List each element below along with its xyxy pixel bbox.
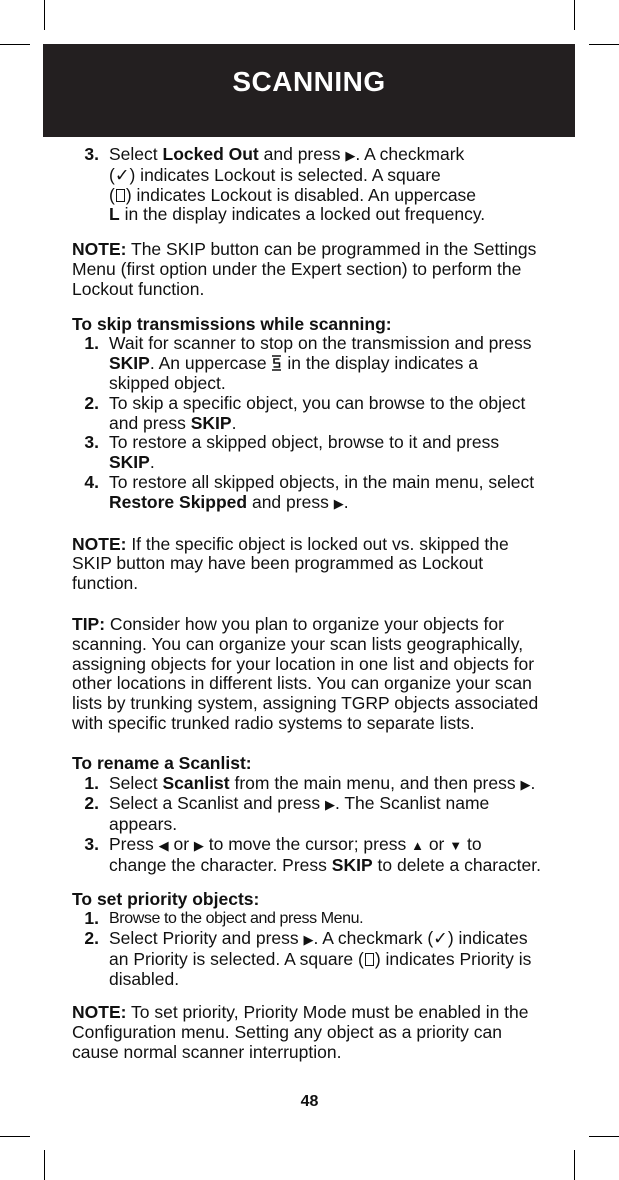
text: (✓) indicates Lockout is selected. A square [109,164,441,185]
page-number: 48 [300,1093,319,1110]
list-item [72,145,542,225]
section-heading: To skip transmissions while scanning: [72,313,392,334]
item-number: 2. [84,793,99,814]
text: in the display indicates a skipped object. [109,353,479,393]
text: ) indicates Priority is disabled. [109,948,532,989]
text: Wait for scanner to stop on the transmission and press [109,333,532,354]
item-text [109,774,542,795]
page-header [43,44,575,137]
text: ( [109,184,115,205]
bold-text: SKIP [331,854,373,875]
item-text [109,909,542,929]
bold-text: Restore Skipped [109,491,248,512]
item-number: 3. [84,432,99,453]
right-arrow-icon: ▶ [324,797,335,813]
crop-mark [44,0,45,30]
list-item [72,774,542,795]
item-text [109,473,542,514]
note-label: NOTE: [72,1002,127,1023]
text: To restore all skipped objects, in the main menu, select [109,471,535,492]
text: from the main menu, and then press [229,772,521,793]
bold-text: SKIP [109,452,150,473]
skip-s-icon [271,355,282,372]
item-number: 3. [84,833,99,854]
item-number: 4. [84,471,99,492]
text: or [423,833,450,854]
text: Select Priority and press [109,928,304,949]
page-content [72,145,542,1063]
item-number: 1. [84,908,99,929]
up-arrow-icon: ▲ [411,837,424,853]
crop-mark [574,1150,575,1180]
bold-text: Scanlist [162,772,230,793]
text: . [343,491,349,512]
right-arrow-icon: ▶ [303,932,314,948]
text: and press [258,144,346,164]
list-item [72,433,542,473]
left-arrow-icon: ◀ [158,837,169,853]
tip-label: TIP: [72,613,106,634]
item-text [109,394,542,434]
text: To restore a skipped object, browse to it and press [109,432,500,453]
item-number: 3. [84,144,99,164]
right-arrow-icon: ▶ [193,837,204,853]
note-paragraph [72,535,542,594]
list-item [72,334,542,393]
item-number: 2. [84,392,99,413]
list-item [72,835,542,876]
note-text: To set priority, Priority Mode must be enabled in the Configuration menu. Setting any object as a priority can cause normal scanner interruption. [72,1002,529,1063]
text: Press [109,833,159,854]
note-paragraph [72,240,542,299]
text: Browse to the object and press Menu. [109,910,364,928]
item-text [109,334,542,393]
text: to move the cursor; press [203,833,412,854]
text: . [530,772,536,793]
note-label: NOTE: [72,533,127,554]
item-text [109,145,542,225]
square-icon [365,953,374,966]
bold-text: Locked Out [162,144,259,164]
text: . A checkmark (✓) indicates an Priority is selected. A square ( [109,928,528,969]
list-item [72,929,542,989]
item-text [109,835,542,876]
text: . A checkmark [355,144,465,164]
crop-mark [589,44,619,45]
text: . [149,452,155,473]
section-heading: To rename a Scanlist: [72,752,252,773]
crop-mark [44,1150,45,1180]
text: to change the character. Press [109,833,482,875]
right-arrow-icon: ▶ [345,148,356,163]
bold-text: SKIP [190,412,232,433]
tip-text: Consider how you plan to organize your objects for scanning. You can organize your scan lists geographically, assigning objects for your location in one list and objects for other locations in different lists. You can organize your scan lists by trunking system, assigning TGRP objects associated with specific trunked radio systems to separate lists. [72,613,539,733]
tip-paragraph [72,615,542,734]
right-arrow-icon: ▶ [520,776,531,792]
item-number: 1. [84,772,99,793]
crop-mark [589,1136,619,1137]
note-label: NOTE: [72,239,127,260]
text: to delete a character. [372,854,541,875]
note-paragraph [72,1003,542,1062]
page-title: SCANNING [232,66,386,97]
crop-mark [574,0,575,30]
text: To skip a specific object, you can browse to the object and press [109,392,526,433]
text: . The Scanlist name appears. [109,793,490,835]
text: . An uppercase [149,353,272,374]
crop-mark [0,44,30,45]
section-heading: To set priority objects: [72,888,260,909]
item-number: 1. [84,333,99,354]
text: or [168,833,194,854]
bold-text: SKIP [109,353,150,374]
list-item [72,394,542,434]
note-text: The SKIP button can be programmed in the Settings Menu (first option under the Expert section) to perform the Lockout function. [72,239,537,299]
square-icon [116,189,125,202]
crop-mark [0,1136,30,1137]
item-text [109,433,542,473]
list-item [72,909,542,929]
item-number: 2. [84,928,99,949]
text: Select [109,772,163,793]
text: and press [247,491,334,512]
note-text: If the specific object is locked out vs. skipped the SKIP button may have been programmed as Lockout function. [72,533,509,594]
item-text [109,794,542,835]
list-item [72,794,542,835]
text: in the display indicates a locked out frequency. [119,204,486,225]
bold-text: L [109,204,120,225]
down-arrow-icon: ▼ [449,837,463,853]
text: Select a Scanlist and press [109,793,325,814]
text: ) indicates Lockout is disabled. An uppercase [125,184,477,205]
text: . [231,412,237,433]
item-text [109,929,542,989]
text: Select [109,144,163,164]
right-arrow-icon: ▶ [333,495,344,511]
list-item [72,473,542,514]
